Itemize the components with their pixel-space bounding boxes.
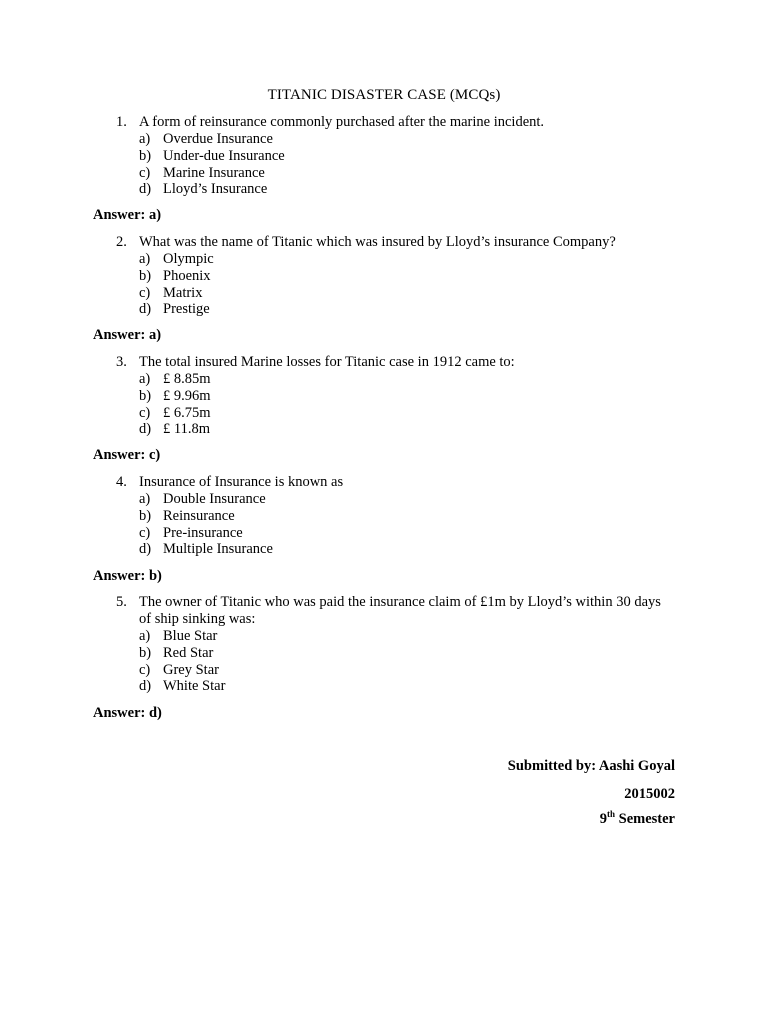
option-letter: b) — [139, 507, 152, 524]
option-d — [116, 181, 676, 198]
option-text: Under-due Insurance — [163, 147, 285, 164]
question-body: The owner of Titanic who was paid the insurance claim of £1m by Lloyd’s within 30 days of ship sinking was: — [139, 594, 661, 627]
option-letter: c) — [139, 404, 151, 421]
option-letter: a) — [139, 628, 151, 644]
option-text: Overdue Insurance — [163, 131, 273, 147]
question-3 — [116, 354, 676, 438]
option-text: Red Star — [163, 644, 214, 661]
question-1 — [116, 114, 676, 198]
option-text: £ 8.85m — [163, 371, 211, 387]
document-title: TITANIC DISASTER CASE (MCQs) — [267, 87, 501, 103]
question-text — [116, 594, 676, 628]
option-letter: d) — [139, 181, 152, 198]
option-letter: d) — [139, 421, 152, 438]
question-body: A form of reinsurance commonly purchased after the marine incident. — [139, 114, 545, 130]
question-number: 5. — [116, 594, 127, 610]
option-letter: c) — [139, 661, 151, 678]
question-text — [116, 354, 676, 371]
question-body: What was the name of Titanic which was insured by Lloyd’s insurance Company? — [139, 234, 616, 250]
option-c — [116, 165, 676, 182]
option-c — [116, 525, 676, 542]
option-text: Olympic — [163, 251, 214, 267]
answer-2: Answer: a) — [93, 327, 162, 343]
option-letter: b) — [139, 387, 152, 404]
question-body: Insurance of Insurance is known as — [139, 474, 344, 490]
option-text: Lloyd’s Insurance — [163, 181, 268, 198]
option-text: Blue Star — [163, 628, 218, 644]
option-a — [116, 131, 676, 148]
answer-5: Answer: d) — [93, 705, 162, 721]
option-text: £ 6.75m — [163, 404, 211, 421]
answer-4: Answer: b) — [93, 568, 162, 584]
option-d — [116, 678, 676, 695]
semester-label: Semester — [615, 811, 675, 827]
option-b — [116, 388, 676, 405]
option-d — [116, 421, 676, 438]
option-d — [116, 301, 676, 318]
answer-3: Answer: c) — [93, 447, 161, 463]
option-letter: a) — [139, 491, 151, 507]
option-text: Grey Star — [163, 661, 219, 678]
option-letter: c) — [139, 524, 151, 541]
option-b — [116, 268, 676, 285]
option-list — [116, 491, 676, 558]
option-text: Prestige — [163, 301, 210, 318]
question-2 — [116, 234, 676, 318]
option-d — [116, 541, 676, 558]
option-text: Reinsurance — [163, 507, 235, 524]
question-number: 4. — [116, 474, 127, 490]
option-letter: b) — [139, 147, 152, 164]
question-number: 2. — [116, 234, 127, 250]
option-list — [116, 371, 676, 438]
question-5 — [116, 594, 676, 695]
question-number: 1. — [116, 114, 127, 130]
option-a — [116, 628, 676, 645]
option-text: White Star — [163, 678, 226, 695]
option-letter: a) — [139, 131, 151, 147]
question-text — [116, 474, 676, 491]
option-text: Phoenix — [163, 267, 211, 284]
question-text — [116, 234, 676, 251]
option-letter: c) — [139, 164, 151, 181]
option-b — [116, 645, 676, 662]
option-letter: a) — [139, 371, 151, 387]
option-letter: b) — [139, 267, 152, 284]
option-text: Multiple Insurance — [163, 541, 273, 558]
option-list — [116, 251, 676, 318]
option-a — [116, 251, 676, 268]
option-a — [116, 371, 676, 388]
option-b — [116, 148, 676, 165]
option-c — [116, 285, 676, 302]
option-text: Marine Insurance — [163, 164, 265, 181]
semester — [375, 811, 675, 828]
option-letter: d) — [139, 678, 152, 695]
question-body: The total insured Marine losses for Titanic case in 1912 came to: — [139, 354, 515, 370]
option-b — [116, 508, 676, 525]
option-letter: d) — [139, 541, 152, 558]
option-letter: d) — [139, 301, 152, 318]
semester-number: 9 — [599, 811, 607, 827]
option-text: Double Insurance — [163, 491, 266, 507]
option-text: Matrix — [163, 284, 203, 301]
question-4 — [116, 474, 676, 558]
option-a — [116, 491, 676, 508]
option-list — [116, 131, 676, 198]
roll-number: 2015002 — [624, 786, 675, 802]
option-list — [116, 628, 676, 695]
option-letter: c) — [139, 284, 151, 301]
option-text: £ 9.96m — [163, 387, 211, 404]
question-number: 3. — [116, 354, 127, 370]
option-letter: b) — [139, 644, 152, 661]
submitted-by: Submitted by: Aashi Goyal — [507, 758, 675, 774]
answer-1: Answer: a) — [93, 207, 162, 223]
question-text — [116, 114, 676, 131]
option-text: £ 11.8m — [163, 421, 210, 438]
option-text: Pre-insurance — [163, 524, 243, 541]
semester-suffix: th — [607, 809, 616, 820]
option-letter: a) — [139, 251, 151, 267]
option-c — [116, 405, 676, 422]
option-c — [116, 662, 676, 679]
